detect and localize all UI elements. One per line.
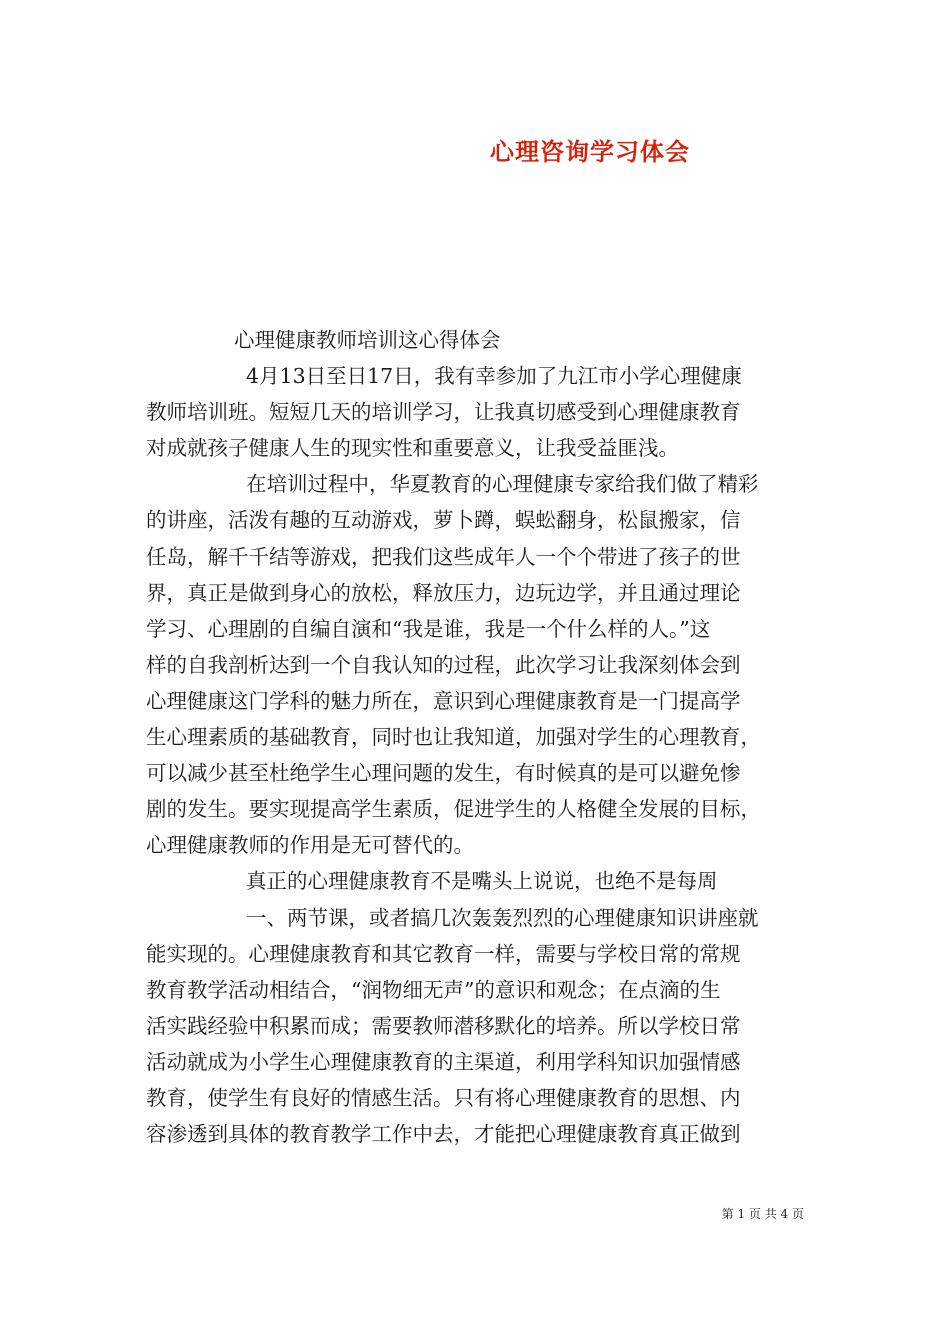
document-body bbox=[146, 322, 806, 1152]
document-title: 心理咨询学习体会 bbox=[490, 137, 690, 166]
body-line: 一、两节课，或者搞几次轰轰烈烈的心理健康知识讲座就 bbox=[246, 905, 759, 930]
body-line: 生心理素质的基础教育，同时也让我知道，加强对学生的心理教育， bbox=[146, 725, 761, 750]
body-line: 界，真正是做到身心的放松，释放压力，边玩边学，并且通过理论 bbox=[146, 580, 741, 605]
body-line: 心理健康教师的作用是无可替代的。 bbox=[146, 833, 474, 858]
body-line: 教师培训班。短短几天的培训学习，让我真切感受到心理健康教育 bbox=[146, 400, 741, 425]
body-line: 的讲座，活泼有趣的互动游戏，萝卜蹲，蜈蚣翻身，松鼠搬家，信 bbox=[146, 508, 741, 533]
body-line: 对成就孩子健康人生的现实性和重要意义，让我受益匪浅。 bbox=[146, 436, 679, 461]
body-line: 学习、心理剧的自编自演和“我是谁，我是一个什么样的人。”这 bbox=[146, 616, 711, 641]
body-line: 能实现的。心理健康教育和其它教育一样，需要与学校日常的常规 bbox=[146, 941, 741, 966]
body-line: 任岛，解千千结等游戏，把我们这些成年人一个个带进了孩子的世 bbox=[146, 544, 741, 569]
body-line: 真正的心理健康教育不是嘴头上说说，也绝不是每周 bbox=[246, 869, 718, 894]
body-line: 剧的发生。要实现提高学生素质，促进学生的人格健全发展的目标， bbox=[146, 797, 761, 822]
body-line: 教育教学活动相结合，“润物细无声”的意识和观念；在点滴的生 bbox=[146, 977, 721, 1002]
body-line: 在培训过程中，华夏教育的心理健康专家给我们做了精彩 bbox=[246, 472, 759, 497]
body-line: 教育，使学生有良好的情感生活。只有将心理健康教育的思想、内 bbox=[146, 1085, 741, 1110]
body-line: 容渗透到具体的教育教学工作中去，才能把心理健康教育真正做到 bbox=[146, 1122, 741, 1147]
body-line: 心理健康教师培训这心得体会 bbox=[234, 328, 501, 352]
body-line: 样的自我剖析达到一个自我认知的过程，此次学习让我深刻体会到 bbox=[146, 652, 741, 677]
body-line: 心理健康这门学科的魅力所在，意识到心理健康教育是一门提高学 bbox=[146, 688, 741, 713]
body-line: 活动就成为小学生心理健康教育的主渠道，利用学科知识加强情感 bbox=[146, 1049, 741, 1074]
body-line: 可以减少甚至杜绝学生心理问题的发生，有时候真的是可以避免惨 bbox=[146, 761, 741, 786]
body-line: 活实践经验中积累而成；需要教师潜移默化的培养。所以学校日常 bbox=[146, 1013, 741, 1038]
body-line: 4月13日至日17日，我有幸参加了九江市小学心理健康 bbox=[246, 364, 742, 389]
page-number-footer: 第 1 页 共 4 页 bbox=[721, 1207, 804, 1221]
